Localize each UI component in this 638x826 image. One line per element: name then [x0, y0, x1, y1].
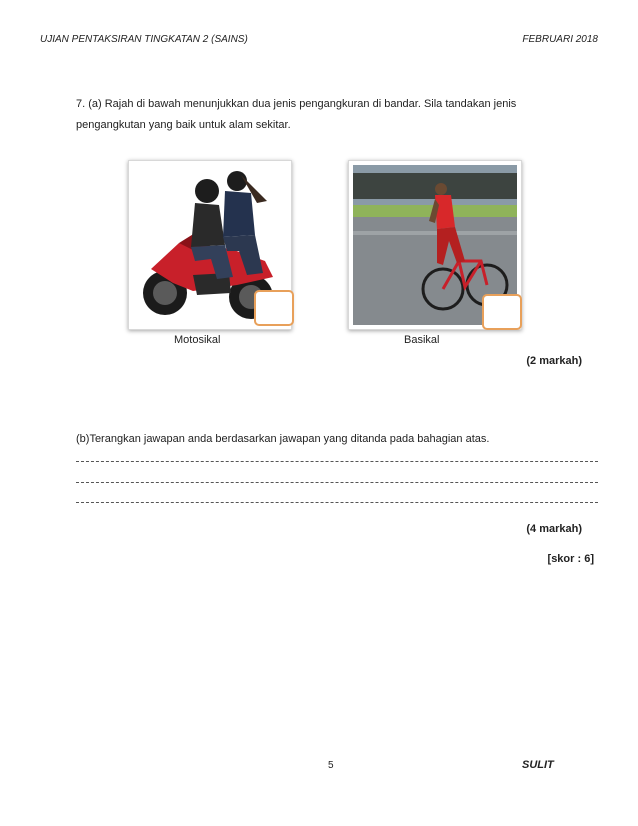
page-number: 5: [328, 760, 334, 771]
question-7a-line1: 7. (a) Rajah di bawah menunjukkan dua jenis pengangkuran di bandar. Sila tandakan jenis: [76, 98, 517, 110]
motorcycle-tickbox[interactable]: [254, 290, 294, 326]
bicycle-caption: Basikal: [404, 334, 440, 346]
header-title: UJIAN PENTAKSIRAN TINGKATAN 2 (SAINS): [40, 34, 248, 45]
question-7b: (b)Terangkan jawapan anda berdasarkan jawapan yang ditanda pada bahagian atas.: [76, 433, 490, 445]
score-label: [skor : 6]: [547, 553, 594, 565]
header-date: FEBRUARI 2018: [522, 34, 598, 45]
answer-line-3[interactable]: [76, 502, 598, 503]
bicycle-tickbox[interactable]: [482, 294, 522, 330]
answer-line-2[interactable]: [76, 482, 598, 483]
question-7a-line2: pengangkutan yang baik untuk alam sekitar.: [76, 119, 291, 131]
part-a-marks: (2 markah): [526, 355, 582, 367]
part-b-marks: (4 markah): [526, 523, 582, 535]
motorcycle-caption: Motosikal: [174, 334, 221, 346]
answer-line-1[interactable]: [76, 461, 598, 462]
footer-classification: SULIT: [522, 759, 554, 771]
